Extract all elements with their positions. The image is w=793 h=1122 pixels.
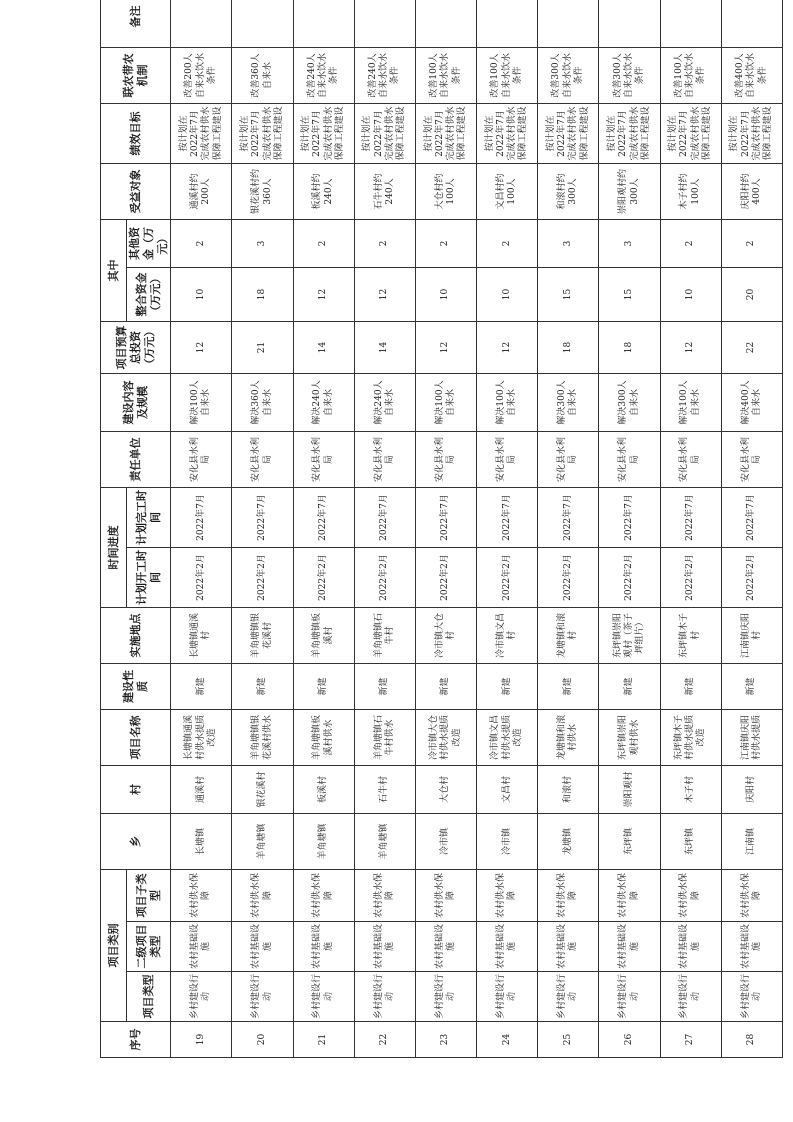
cell-other: 3 [232,219,293,267]
cell-seq: 24 [477,1022,538,1058]
cell-content: 解决100人自来水 [415,373,476,431]
table-row [293,0,354,1058]
cell-beneficiary: 崇阳观村约300人 [599,163,660,219]
header-mechanism: 联农带农机制 [101,47,171,103]
header-project-type: 项目类型 [127,972,171,1022]
cell-sub: 农村供水保障 [354,869,415,921]
header-end: 计划完工时间 [127,487,171,547]
cell-type: 乡村建设行动 [415,972,476,1022]
cell-name: 冷市镇大仓村供水提质改造 [415,709,476,765]
cell-town: 江南镇 [721,813,782,869]
cell-seq: 20 [232,1022,293,1058]
cell-type: 乡村建设行动 [293,972,354,1022]
cell-target: 按计划在2022年7月完成农村供水保障工程建设 [721,103,782,163]
cell-level2: 农村基础设施 [415,922,476,972]
cell-integrated: 18 [232,267,293,321]
cell-type: 乡村建设行动 [599,972,660,1022]
cell-budget: 12 [171,321,232,373]
cell-budget: 14 [293,321,354,373]
table-row [660,0,721,1058]
cell-budget: 12 [415,321,476,373]
cell-mechanism: 改善200人自来水饮水条件 [171,47,232,103]
cell-beneficiary: 银花溪村约360人 [232,163,293,219]
cell-type: 乡村建设行动 [721,972,782,1022]
cell-nature: 新建 [171,663,232,709]
cell-budget: 12 [477,321,538,373]
header-build-nature: 建设性质 [101,663,171,709]
cell-level2: 农村基础设施 [232,922,293,972]
cell-end: 2022年7月 [599,487,660,547]
cell-seq: 23 [415,1022,476,1058]
cell-target: 按计划在2022年7月完成农村供水保障工程建设 [293,103,354,163]
cell-remark [415,0,476,47]
cell-sub: 农村供水保障 [660,869,721,921]
cell-unit: 安化县水利局 [354,431,415,487]
cell-mechanism: 改善240人自来水饮水条件 [354,47,415,103]
cell-other: 2 [293,219,354,267]
header-category: 项目类别 [101,869,127,1021]
cell-integrated: 15 [599,267,660,321]
cell-level2: 农村基础设施 [538,922,599,972]
cell-village: 和滚村 [538,765,599,813]
cell-start: 2022年2月 [477,547,538,607]
cell-start: 2022年2月 [660,547,721,607]
cell-nature: 新建 [477,663,538,709]
cell-integrated: 12 [293,267,354,321]
cell-remark [354,0,415,47]
cell-end: 2022年7月 [293,487,354,547]
cell-content: 解决400人自来水 [721,373,782,431]
cell-name: 东坪镇木子村供水提质改造 [660,709,721,765]
cell-integrated: 10 [660,267,721,321]
cell-content: 解决240人自来水 [354,373,415,431]
cell-mechanism: 改善100人自来水饮水条件 [660,47,721,103]
cell-budget: 21 [232,321,293,373]
cell-end: 2022年7月 [354,487,415,547]
cell-other: 2 [721,219,782,267]
cell-other: 2 [477,219,538,267]
cell-target: 按计划在2022年7月完成农村供水保障工程建设 [171,103,232,163]
cell-unit: 安化县水利局 [599,431,660,487]
cell-location: 江南镇庆阳村 [721,607,782,663]
cell-beneficiary: 通溪村约200人 [171,163,232,219]
cell-type: 乡村建设行动 [171,972,232,1022]
cell-beneficiary: 庆阳村约400人 [721,163,782,219]
cell-other: 2 [415,219,476,267]
cell-integrated: 15 [538,267,599,321]
cell-village: 崇阳观村 [599,765,660,813]
header-seq: 序号 [101,1022,171,1058]
cell-target: 按计划在2022年7月完成农村供水保障工程建设 [354,103,415,163]
cell-sub: 农村供水保障 [477,869,538,921]
cell-unit: 安化县水利局 [721,431,782,487]
cell-location: 冷市镇文昌村 [477,607,538,663]
header-village: 村 [101,765,171,813]
header-content: 建设内容及规模 [101,373,171,431]
cell-unit: 安化县水利局 [477,431,538,487]
table-row [477,0,538,1058]
cell-town: 羊角塘镇 [232,813,293,869]
cell-target: 按计划在2022年7月完成农村供水保障工程建设 [477,103,538,163]
cell-sub: 农村供水保障 [721,869,782,921]
cell-nature: 新建 [599,663,660,709]
header-unit: 责任单位 [101,431,171,487]
cell-village: 大仓村 [415,765,476,813]
table-row [171,0,232,1058]
cell-name: 冷市镇文昌村供水提质改造 [477,709,538,765]
cell-target: 按计划在2022年7月完成农村供水保障工程建设 [538,103,599,163]
cell-beneficiary: 大仓村约100人 [415,163,476,219]
cell-location: 龙塘镇和滚村 [538,607,599,663]
table-row [721,0,782,1058]
cell-sub: 农村供水保障 [415,869,476,921]
cell-other: 2 [354,219,415,267]
cell-name: 长塘镇通溪村供水提质改造 [171,709,232,765]
cell-budget: 18 [538,321,599,373]
cell-remark [721,0,782,47]
cell-nature: 新建 [293,663,354,709]
project-table [100,0,783,1058]
cell-sub: 农村供水保障 [599,869,660,921]
cell-target: 按计划在2022年7月完成农村供水保障工程建设 [660,103,721,163]
header-project-name: 项目名称 [101,709,171,765]
cell-beneficiary: 板溪村约240人 [293,163,354,219]
cell-remark [599,0,660,47]
cell-name: 羊角塘镇石牛村供水 [354,709,415,765]
header-beneficiary: 受益对象 [101,163,171,219]
cell-start: 2022年2月 [354,547,415,607]
table-row [538,0,599,1058]
cell-village: 庆阳村 [721,765,782,813]
cell-end: 2022年7月 [415,487,476,547]
cell-seq: 22 [354,1022,415,1058]
cell-nature: 新建 [232,663,293,709]
cell-location: 冷市镇大仓村 [415,607,476,663]
cell-sub: 农村供水保障 [293,869,354,921]
cell-unit: 安化县水利局 [415,431,476,487]
cell-start: 2022年2月 [538,547,599,607]
cell-seq: 19 [171,1022,232,1058]
cell-remark [477,0,538,47]
cell-mechanism: 改善240人自来水饮水条件 [293,47,354,103]
cell-integrated: 10 [477,267,538,321]
cell-unit: 安化县水利局 [538,431,599,487]
cell-seq: 28 [721,1022,782,1058]
cell-content: 解决360人自来水 [232,373,293,431]
table-body [171,0,783,1058]
cell-type: 乡村建设行动 [477,972,538,1022]
cell-content: 解决100人自来水 [660,373,721,431]
cell-village: 文昌村 [477,765,538,813]
cell-seq: 26 [599,1022,660,1058]
header-target: 绩效目标 [101,103,171,163]
cell-budget: 18 [599,321,660,373]
cell-integrated: 10 [171,267,232,321]
cell-town: 东坪镇 [599,813,660,869]
cell-seq: 21 [293,1022,354,1058]
header-integrated: 整合资金（万元） [127,267,171,321]
header-budget: 项目预算总投资（万元） [101,321,171,373]
cell-end: 2022年7月 [721,487,782,547]
cell-mechanism: 改善300人自来水饮水条件 [599,47,660,103]
table-row [599,0,660,1058]
cell-name: 羊角塘镇银花溪村供水 [232,709,293,765]
cell-name: 龙塘镇和滚村供水 [538,709,599,765]
cell-location: 东坪镇崇阳观村（茶子坪组片） [599,607,660,663]
header-level2-type: 二级项目类型 [127,922,171,972]
cell-start: 2022年2月 [171,547,232,607]
table-row [354,0,415,1058]
cell-level2: 农村基础设施 [477,922,538,972]
cell-level2: 农村基础设施 [599,922,660,972]
header-other: 其他资金（万元） [127,219,171,267]
cell-content: 解决100人自来水 [477,373,538,431]
cell-town: 羊角塘镇 [293,813,354,869]
header-start: 计划开工时间 [127,547,171,607]
cell-village: 银花溪村 [232,765,293,813]
cell-start: 2022年2月 [721,547,782,607]
cell-content: 解决300人自来水 [538,373,599,431]
cell-location: 东坪镇木子村 [660,607,721,663]
cell-budget: 14 [354,321,415,373]
cell-integrated: 20 [721,267,782,321]
cell-sub: 农村供水保障 [538,869,599,921]
cell-name: 江南镇庆阳村供水提质 [721,709,782,765]
header-of-which: 其中 [101,219,127,321]
cell-start: 2022年2月 [232,547,293,607]
cell-remark [293,0,354,47]
cell-target: 按计划在2022年7月完成农村供水保障工程建设 [232,103,293,163]
cell-content: 解决240人自来水 [293,373,354,431]
cell-location: 羊角塘镇石牛村 [354,607,415,663]
cell-other: 2 [171,219,232,267]
cell-end: 2022年7月 [477,487,538,547]
cell-sub: 农村供水保障 [232,869,293,921]
cell-village: 石牛村 [354,765,415,813]
cell-integrated: 10 [415,267,476,321]
cell-unit: 安化县水利局 [171,431,232,487]
cell-mechanism: 改善400人自来水饮水条件 [721,47,782,103]
cell-mechanism: 改善100人自来水饮水条件 [415,47,476,103]
cell-end: 2022年7月 [660,487,721,547]
cell-level2: 农村基础设施 [171,922,232,972]
cell-end: 2022年7月 [538,487,599,547]
cell-level2: 农村基础设施 [660,922,721,972]
cell-start: 2022年2月 [293,547,354,607]
cell-type: 乡村建设行动 [354,972,415,1022]
cell-town: 长塘镇 [171,813,232,869]
cell-seq: 25 [538,1022,599,1058]
cell-sub: 农村供水保障 [171,869,232,921]
cell-location: 羊角塘镇板溪村 [293,607,354,663]
cell-start: 2022年2月 [415,547,476,607]
cell-level2: 农村基础设施 [354,922,415,972]
cell-beneficiary: 木子村约100人 [660,163,721,219]
cell-unit: 安化县水利局 [232,431,293,487]
cell-town: 冷市镇 [477,813,538,869]
cell-town: 东坪镇 [660,813,721,869]
cell-remark [232,0,293,47]
cell-budget: 22 [721,321,782,373]
cell-start: 2022年2月 [599,547,660,607]
cell-beneficiary: 文昌村约100人 [477,163,538,219]
header-schedule: 时间进度 [101,487,127,607]
cell-type: 乡村建设行动 [538,972,599,1022]
cell-other: 2 [660,219,721,267]
cell-level2: 农村基础设施 [293,922,354,972]
cell-mechanism: 改善360人自来水 [232,47,293,103]
cell-type: 乡村建设行动 [232,972,293,1022]
cell-village: 通溪村 [171,765,232,813]
cell-other: 3 [538,219,599,267]
cell-town: 冷市镇 [415,813,476,869]
cell-mechanism: 改善300人自来水饮水条件 [538,47,599,103]
rotated-table-wrapper [100,5,783,1058]
cell-name: 东坪镇崇阳观村供水 [599,709,660,765]
cell-mechanism: 改善100人自来水饮水条件 [477,47,538,103]
cell-name: 羊角塘镇板溪村供水 [293,709,354,765]
cell-nature: 新建 [660,663,721,709]
header-sub-type: 项目子类型 [127,869,171,921]
cell-nature: 新建 [721,663,782,709]
cell-town: 龙塘镇 [538,813,599,869]
table-row [415,0,476,1058]
cell-content: 解决300人自来水 [599,373,660,431]
cell-level2: 农村基础设施 [721,922,782,972]
cell-remark [538,0,599,47]
cell-end: 2022年7月 [232,487,293,547]
cell-nature: 新建 [354,663,415,709]
cell-target: 按计划在2022年7月完成农村供水保障工程建设 [415,103,476,163]
cell-seq: 27 [660,1022,721,1058]
cell-beneficiary: 和滚村约300人 [538,163,599,219]
cell-unit: 安化县水利局 [293,431,354,487]
cell-other: 3 [599,219,660,267]
cell-town: 羊角塘镇 [354,813,415,869]
cell-location: 长塘镇通溪村 [171,607,232,663]
cell-nature: 新建 [415,663,476,709]
cell-unit: 安化县水利局 [660,431,721,487]
cell-integrated: 12 [354,267,415,321]
cell-village: 板溪村 [293,765,354,813]
cell-content: 解决100人自来水 [171,373,232,431]
table-row [232,0,293,1058]
cell-nature: 新建 [538,663,599,709]
cell-budget: 12 [660,321,721,373]
header-township: 乡 [101,813,171,869]
cell-target: 按计划在2022年7月完成农村供水保障工程建设 [599,103,660,163]
cell-location: 羊角塘镇银花溪村 [232,607,293,663]
cell-remark [660,0,721,47]
cell-type: 乡村建设行动 [660,972,721,1022]
cell-beneficiary: 石牛村约240人 [354,163,415,219]
cell-village: 木子村 [660,765,721,813]
cell-end: 2022年7月 [171,487,232,547]
header-location: 实施地点 [101,607,171,663]
cell-remark [171,0,232,47]
header-remark: 备注 [101,0,171,47]
